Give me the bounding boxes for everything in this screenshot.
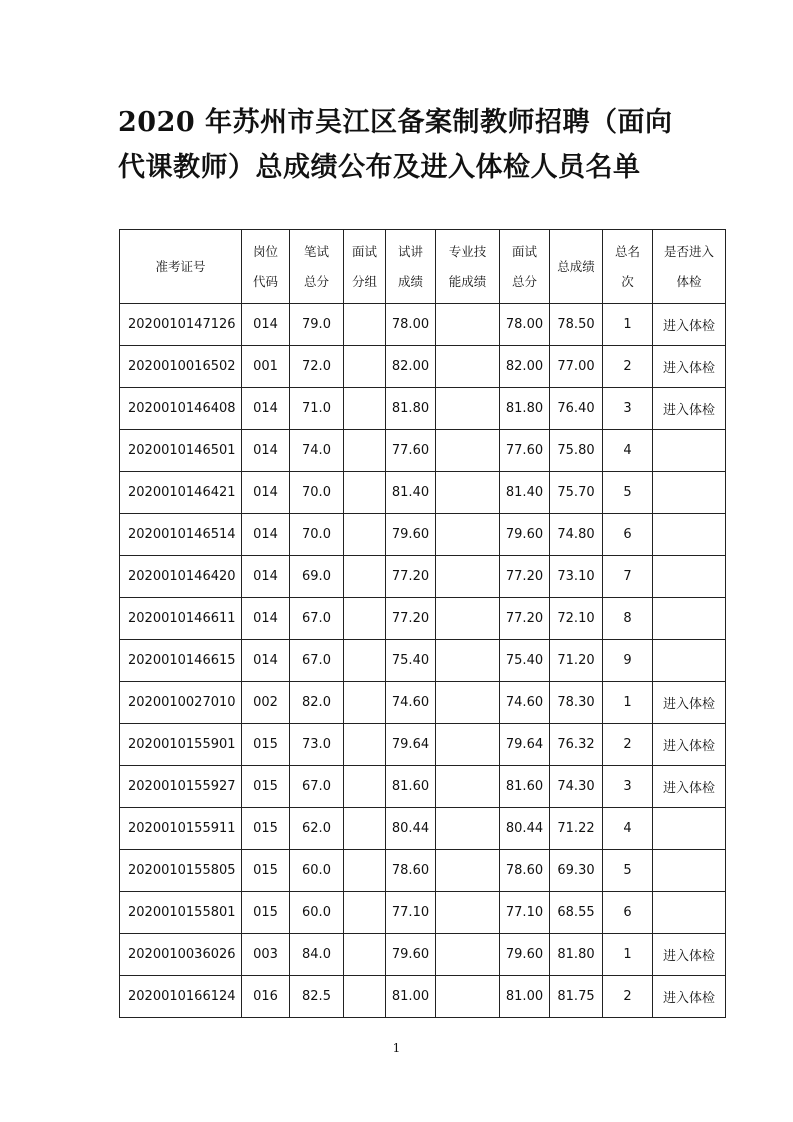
header-interview-total [500,230,550,304]
total-score-cell: 75.80 [550,430,603,472]
skill-score-cell [436,892,500,934]
exam-id-cell: 2020010155805 [120,850,242,892]
rank-cell: 2 [603,724,653,766]
written-total-cell: 82.5 [290,976,344,1018]
header-text-line: 代码 [252,273,278,289]
skill-score-cell [436,556,500,598]
header-text-line: 专业技 [448,243,487,259]
rank-cell: 6 [603,514,653,556]
interview-group-cell [344,682,386,724]
rank-cell: 3 [603,766,653,808]
exam-id-cell: 2020010155911 [120,808,242,850]
table-row [120,850,726,892]
interview-total-cell: 78.00 [500,304,550,346]
total-score-cell: 76.40 [550,388,603,430]
written-total-cell: 71.0 [290,388,344,430]
written-total-cell: 82.0 [290,682,344,724]
interview-group-cell [344,640,386,682]
interview-group-cell [344,472,386,514]
rank-cell: 2 [603,976,653,1018]
lecture-score-cell: 77.10 [386,892,436,934]
rank-cell: 1 [603,682,653,724]
written-total-cell: 69.0 [290,556,344,598]
total-score-cell: 69.30 [550,850,603,892]
lecture-score-cell: 77.20 [386,598,436,640]
results-table [119,229,726,1018]
header-text-line: 成绩 [397,273,423,289]
table-row [120,976,726,1018]
written-total-cell: 67.0 [290,766,344,808]
total-score-cell: 71.22 [550,808,603,850]
interview-total-cell: 77.20 [500,556,550,598]
lecture-score-cell: 81.00 [386,976,436,1018]
medical-exam-cell: 进入体检 [653,976,726,1018]
total-score-cell: 76.32 [550,724,603,766]
interview-total-cell: 81.60 [500,766,550,808]
interview-total-cell: 75.40 [500,640,550,682]
exam-id-cell: 2020010147126 [120,304,242,346]
written-total-cell: 70.0 [290,514,344,556]
skill-score-cell [436,514,500,556]
table-row [120,808,726,850]
interview-group-cell [344,388,386,430]
skill-score-cell [436,598,500,640]
interview-total-cell: 81.80 [500,388,550,430]
interview-total-cell: 78.60 [500,850,550,892]
written-total-cell: 74.0 [290,430,344,472]
table-body [120,304,726,1018]
title-line-1: 2020 年苏州市吴江区备案制教师招聘（面向 [118,107,673,138]
lecture-score-cell: 79.64 [386,724,436,766]
skill-score-cell [436,346,500,388]
interview-group-cell [344,598,386,640]
lecture-score-cell: 75.40 [386,640,436,682]
skill-score-cell [436,640,500,682]
position-code-cell: 014 [242,514,290,556]
interview-group-cell [344,304,386,346]
position-code-cell: 014 [242,640,290,682]
rank-cell: 1 [603,304,653,346]
table-row [120,346,726,388]
exam-id-cell: 2020010146615 [120,640,242,682]
position-code-cell: 015 [242,808,290,850]
exam-id-cell: 2020010166124 [120,976,242,1018]
rank-cell: 4 [603,808,653,850]
interview-total-cell: 79.60 [500,934,550,976]
lecture-score-cell: 78.00 [386,304,436,346]
header-text-line: 总成绩 [557,258,595,274]
header-text-line: 分组 [351,273,377,289]
total-score-cell: 81.75 [550,976,603,1018]
interview-group-cell [344,766,386,808]
table-row [120,640,726,682]
header-text-line: 总名 [614,243,640,259]
header-text-line: 体检 [676,273,702,289]
lecture-score-cell: 81.60 [386,766,436,808]
interview-group-cell [344,808,386,850]
total-score-cell: 81.80 [550,934,603,976]
table-row [120,934,726,976]
table-row [120,430,726,472]
written-total-cell: 60.0 [290,850,344,892]
header-text-line: 总分 [303,273,329,289]
document-title [118,100,698,190]
skill-score-cell [436,934,500,976]
position-code-cell: 014 [242,388,290,430]
rank-cell: 7 [603,556,653,598]
position-code-cell: 015 [242,724,290,766]
skill-score-cell [436,808,500,850]
medical-exam-cell [653,598,726,640]
interview-group-cell [344,430,386,472]
table-row [120,892,726,934]
table-row [120,304,726,346]
lecture-score-cell: 81.40 [386,472,436,514]
medical-exam-cell: 进入体检 [653,724,726,766]
interview-total-cell: 81.40 [500,472,550,514]
position-code-cell: 014 [242,556,290,598]
interview-total-cell: 81.00 [500,976,550,1018]
lecture-score-cell: 77.20 [386,556,436,598]
medical-exam-cell: 进入体检 [653,682,726,724]
rank-cell: 1 [603,934,653,976]
medical-exam-cell [653,892,726,934]
lecture-score-cell: 79.60 [386,514,436,556]
lecture-score-cell: 74.60 [386,682,436,724]
position-code-cell: 001 [242,346,290,388]
lecture-score-cell: 79.60 [386,934,436,976]
skill-score-cell [436,850,500,892]
interview-group-cell [344,724,386,766]
skill-score-cell [436,388,500,430]
interview-total-cell: 77.10 [500,892,550,934]
header-text-line: 准考证号 [155,258,206,274]
exam-id-cell: 2020010036026 [120,934,242,976]
skill-score-cell [436,304,500,346]
lecture-score-cell: 82.00 [386,346,436,388]
skill-score-cell [436,976,500,1018]
written-total-cell: 70.0 [290,472,344,514]
table-row [120,472,726,514]
header-written-total [290,230,344,304]
position-code-cell: 015 [242,766,290,808]
medical-exam-cell [653,850,726,892]
interview-total-cell: 80.44 [500,808,550,850]
total-score-cell: 71.20 [550,640,603,682]
total-score-cell: 74.80 [550,514,603,556]
position-code-cell: 014 [242,430,290,472]
medical-exam-cell [653,808,726,850]
medical-exam-cell: 进入体检 [653,388,726,430]
header-text-line: 岗位 [252,243,278,259]
exam-id-cell: 2020010146514 [120,514,242,556]
total-score-cell: 73.10 [550,556,603,598]
interview-group-cell [344,976,386,1018]
exam-id-cell: 2020010027010 [120,682,242,724]
header-exam-id [120,230,242,304]
position-code-cell: 015 [242,892,290,934]
page-number: 1 [392,1041,401,1055]
exam-id-cell: 2020010155901 [120,724,242,766]
exam-id-cell: 2020010146611 [120,598,242,640]
medical-exam-cell: 进入体检 [653,304,726,346]
total-score-cell: 78.50 [550,304,603,346]
skill-score-cell [436,430,500,472]
rank-cell: 5 [603,850,653,892]
header-text-line: 笔试 [303,243,329,259]
total-score-cell: 68.55 [550,892,603,934]
interview-total-cell: 79.60 [500,514,550,556]
header-lecture-score [386,230,436,304]
interview-total-cell: 82.00 [500,346,550,388]
skill-score-cell [436,766,500,808]
medical-exam-cell [653,472,726,514]
exam-id-cell: 2020010016502 [120,346,242,388]
rank-cell: 6 [603,892,653,934]
position-code-cell: 016 [242,976,290,1018]
interview-group-cell [344,514,386,556]
header-text-line: 面试 [511,243,537,259]
header-text-line: 是否进入 [663,243,714,259]
written-total-cell: 67.0 [290,640,344,682]
interview-group-cell [344,850,386,892]
lecture-score-cell: 78.60 [386,850,436,892]
written-total-cell: 60.0 [290,892,344,934]
medical-exam-cell [653,430,726,472]
lecture-score-cell: 81.80 [386,388,436,430]
medical-exam-cell [653,640,726,682]
position-code-cell: 003 [242,934,290,976]
written-total-cell: 72.0 [290,346,344,388]
written-total-cell: 84.0 [290,934,344,976]
exam-id-cell: 2020010155927 [120,766,242,808]
title-line-2: 代课教师）总成绩公布及进入体检人员名单 [118,152,641,183]
header-text-line: 面试 [351,243,377,259]
medical-exam-cell: 进入体检 [653,346,726,388]
interview-total-cell: 77.20 [500,598,550,640]
table-row [120,598,726,640]
rank-cell: 8 [603,598,653,640]
header-text-line: 总分 [511,273,537,289]
skill-score-cell [436,682,500,724]
rank-cell: 3 [603,388,653,430]
position-code-cell: 014 [242,472,290,514]
header-medical-exam [653,230,726,304]
rank-cell: 9 [603,640,653,682]
interview-total-cell: 79.64 [500,724,550,766]
header-text-line: 能成绩 [448,273,487,289]
written-total-cell: 79.0 [290,304,344,346]
total-score-cell: 74.30 [550,766,603,808]
header-position-code [242,230,290,304]
skill-score-cell [436,724,500,766]
medical-exam-cell [653,514,726,556]
rank-cell: 4 [603,430,653,472]
exam-id-cell: 2020010155801 [120,892,242,934]
table-row [120,514,726,556]
interview-group-cell [344,556,386,598]
interview-group-cell [344,346,386,388]
total-score-cell: 72.10 [550,598,603,640]
position-code-cell: 014 [242,598,290,640]
position-code-cell: 002 [242,682,290,724]
lecture-score-cell: 77.60 [386,430,436,472]
interview-group-cell [344,892,386,934]
medical-exam-cell [653,556,726,598]
written-total-cell: 62.0 [290,808,344,850]
interview-total-cell: 74.60 [500,682,550,724]
total-score-cell: 75.70 [550,472,603,514]
medical-exam-cell: 进入体检 [653,934,726,976]
position-code-cell: 014 [242,304,290,346]
rank-cell: 2 [603,346,653,388]
rank-cell: 5 [603,472,653,514]
skill-score-cell [436,472,500,514]
written-total-cell: 73.0 [290,724,344,766]
total-score-cell: 77.00 [550,346,603,388]
header-skill-score [436,230,500,304]
table-row [120,556,726,598]
lecture-score-cell: 80.44 [386,808,436,850]
table-header-row [120,230,726,304]
header-interview-group [344,230,386,304]
exam-id-cell: 2020010146408 [120,388,242,430]
interview-group-cell [344,934,386,976]
exam-id-cell: 2020010146501 [120,430,242,472]
header-total-rank [603,230,653,304]
table-row [120,682,726,724]
header-text-line: 次 [621,273,634,289]
interview-total-cell: 77.60 [500,430,550,472]
exam-id-cell: 2020010146421 [120,472,242,514]
table-row [120,388,726,430]
exam-id-cell: 2020010146420 [120,556,242,598]
medical-exam-cell: 进入体检 [653,766,726,808]
table-row [120,766,726,808]
header-text-line: 试讲 [397,243,423,259]
header-total-score [550,230,603,304]
position-code-cell: 015 [242,850,290,892]
total-score-cell: 78.30 [550,682,603,724]
table-row [120,724,726,766]
written-total-cell: 67.0 [290,598,344,640]
